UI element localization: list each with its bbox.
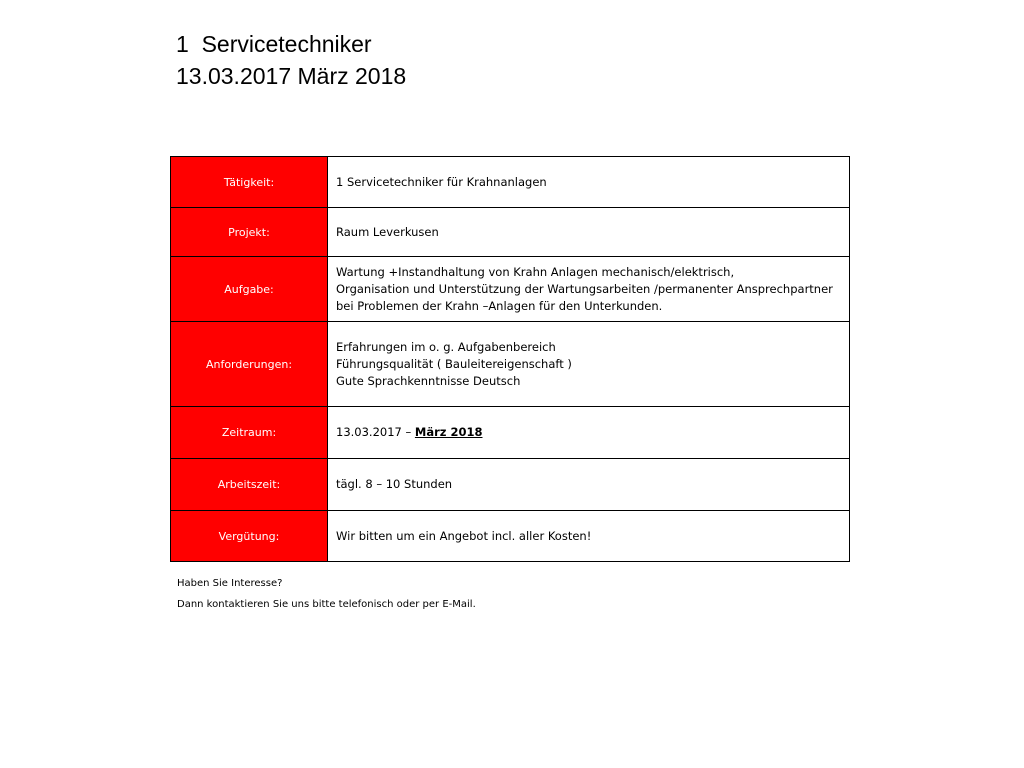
table-row xyxy=(171,322,850,407)
title-line-period: 13.03.2017 März 2018 xyxy=(176,63,407,89)
page-title xyxy=(176,28,406,92)
value-line: Wartung +Instandhaltung von Krahn Anlagen mechanisch/elektrisch, xyxy=(336,264,735,279)
row-value-zeitraum xyxy=(328,407,850,459)
row-value-verguetung xyxy=(328,511,850,562)
row-label-taetigkeit: Tätigkeit: xyxy=(171,157,328,208)
row-label-arbeitszeit: Arbeitszeit: xyxy=(171,459,328,511)
table-row xyxy=(171,459,850,511)
table-row xyxy=(171,407,850,459)
value-line: Organisation und Unterstützung der Wartungsarbeiten /permanenter Ansprechpartner xyxy=(336,281,833,296)
table-row xyxy=(171,157,850,208)
row-value-arbeitszeit xyxy=(328,459,850,511)
title-line-job: 1 Servicetechniker xyxy=(176,31,372,57)
row-label-zeitraum: Zeitraum: xyxy=(171,407,328,459)
row-label-verguetung: Vergütung: xyxy=(171,511,328,562)
table-row xyxy=(171,208,850,257)
row-label-anforderungen: Anforderungen: xyxy=(171,322,328,407)
value-line: bei Problemen der Krahn –Anlagen für den Unterkunden. xyxy=(336,298,663,313)
row-label-aufgabe: Aufgabe: xyxy=(171,257,328,322)
interest-question: Haben Sie Interesse? xyxy=(177,578,283,589)
row-value-aufgabe xyxy=(328,257,850,322)
value-line: Führungsqualität ( Bauleitereigenschaft ) xyxy=(336,356,572,371)
value-line: Raum Leverkusen xyxy=(336,224,439,239)
contact-instruction: Dann kontaktieren Sie uns bitte telefonisch oder per E-Mail. xyxy=(177,599,476,610)
contact-note xyxy=(177,573,476,615)
row-value-projekt xyxy=(328,208,850,257)
value-line: Erfahrungen im o. g. Aufgabenbereich xyxy=(336,339,556,354)
value-line: Wir bitten um ein Angebot incl. aller Kosten! xyxy=(336,528,592,543)
value-line: tägl. 8 – 10 Stunden xyxy=(336,477,453,491)
row-value-taetigkeit xyxy=(328,157,850,208)
value-line: 1 Servicetechniker für Krahnanlagen xyxy=(336,174,547,189)
value-line: Gute Sprachkenntnisse Deutsch xyxy=(336,373,521,388)
row-value-anforderungen xyxy=(328,322,850,407)
zeitraum-start: 13.03.2017 – xyxy=(336,425,415,439)
row-label-projekt: Projekt: xyxy=(171,208,328,257)
zeitraum-end: März 2018 xyxy=(414,425,483,439)
table-row xyxy=(171,257,850,322)
table-row xyxy=(171,511,850,562)
job-details-table xyxy=(170,156,850,562)
